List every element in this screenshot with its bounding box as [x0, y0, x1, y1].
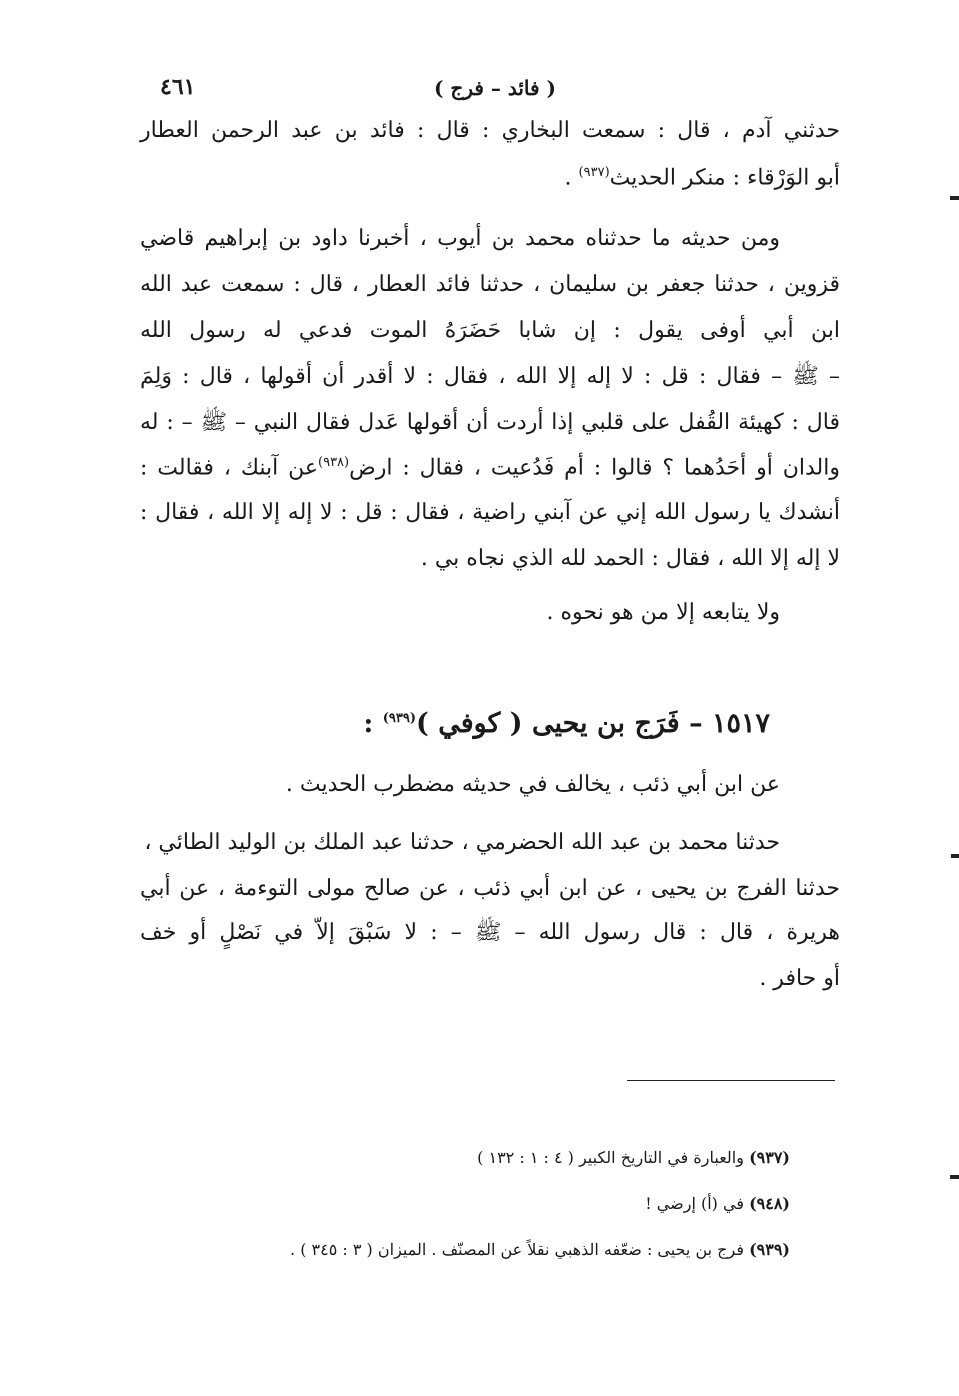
line-text: ومن حديثه ما حدثناه محمد بن أيوب ، أخبرنا داود بن إبراهيم قاضي — [140, 226, 780, 251]
footnote-text: والعبارة في التاريخ الكبير ( ٤ : ١ : ١٣٢ ) — [477, 1148, 750, 1167]
text-line — [140, 228, 780, 250]
text-line — [140, 412, 840, 434]
text-line — [140, 366, 840, 388]
scan-edge-mark — [950, 1175, 959, 1179]
line-text: أبو الوَرْقاء : منكر الحديث — [609, 165, 840, 191]
line-text-tail: . — [564, 165, 579, 191]
footnote — [200, 1194, 790, 1213]
footnote-divider — [627, 1080, 835, 1081]
running-title: ( فائد – فرج ) — [433, 76, 556, 100]
text-line — [140, 968, 840, 990]
line-text-tail: عن آبنك ، فقالت : — [140, 455, 319, 481]
footnote-number: (٩٣٩) — [749, 1240, 790, 1259]
entry-heading — [340, 708, 770, 739]
line-text: حدثني آدم ، قال : سمعت البخاري : قال : فائد بن عبد الرحمن العطار — [140, 118, 840, 143]
text-line — [140, 774, 780, 796]
line-text: حدثنا محمد بن عبد الله الحضرمي ، حدثنا عبد الملك بن الوليد الطائي ، — [144, 830, 780, 855]
scan-edge-mark — [950, 196, 959, 200]
text-line — [140, 274, 840, 296]
text-line — [140, 602, 780, 624]
line-text: ابن أبي أوفى يقول : إن شابا حَضَرَهُ الموت فدعي له رسول الله — [140, 318, 840, 343]
text-line — [140, 456, 840, 479]
footnote-text: فرج بن يحيى : ضعّفه الذهبي نقلاً عن المصنّف . الميزان ( ٣ : ٣٤٥ ) . — [290, 1240, 750, 1259]
line-text: قزوين ، حدثنا جعفر بن سليمان ، حدثنا فائد العطار ، قال : سمعت عبد الله — [140, 272, 840, 297]
footnote — [200, 1240, 790, 1259]
entry-heading-colon: : — [363, 708, 383, 739]
footnote — [200, 1148, 790, 1167]
footnote-ref: (٩٣٨) — [318, 455, 350, 470]
footnote-ref: (٩٣٧) — [578, 165, 610, 180]
footnote-number: (٩٣٧) — [749, 1148, 790, 1167]
line-text: لا إله إلا الله ، فقال : الحمد لله الذي نجاه بي . — [420, 546, 840, 571]
scan-edge-mark — [951, 854, 959, 858]
text-line — [140, 166, 840, 189]
line-text: عن ابن أبي ذئب ، يخالف في حديثه مضطرب الحديث . — [285, 772, 780, 797]
line-text: أو حافر . — [759, 966, 840, 991]
text-line — [140, 878, 840, 900]
line-text: ولا يتابعه إلا من هو نحوه . — [546, 600, 780, 625]
text-line — [140, 832, 780, 854]
footnote-ref: (٩٣٩) — [382, 711, 417, 726]
line-text: أنشدك يا رسول الله إني عن آبني راضية ، فقال : قل : لا إله إلا الله ، فقال : — [140, 500, 840, 525]
text-line — [140, 320, 840, 342]
page-number: ٤٦١ — [160, 74, 196, 100]
line-text: – ﷺ – فقال : قل : لا إله إلا الله ، فقال : لا أقدر أن أقولها ، قال : وَلِمَ — [140, 364, 840, 389]
text-line — [140, 502, 840, 524]
text-line — [140, 548, 840, 570]
footnote-text: في (أ) إرضي ! — [645, 1194, 750, 1213]
text-line — [140, 922, 840, 944]
entry-heading-text: ١٥١٧ – فَرَج بن يحيى ( كوفي ) — [416, 708, 770, 739]
line-text: حدثنا الفرج بن يحيى ، عن ابن أبي ذئب ، عن صالح مولى التوءمة ، عن أبي — [140, 876, 840, 901]
line-text: قال : كهيئة القُفل على قلبي إذا أردت أن أقولها عَدل فقال النبي – ﷺ – : له — [140, 410, 840, 435]
text-line — [140, 120, 840, 142]
footnote-number: (٩٤٨) — [749, 1194, 790, 1213]
line-text: والدان أو أحَدُهما ؟ قالوا : أم فَدُعيت ، فقال : ارض — [349, 455, 840, 481]
line-text: هريرة ، قال : قال رسول الله – ﷺ – : لا سَبْقَ إلاّ في نَصْلٍ أو خف — [140, 920, 840, 945]
